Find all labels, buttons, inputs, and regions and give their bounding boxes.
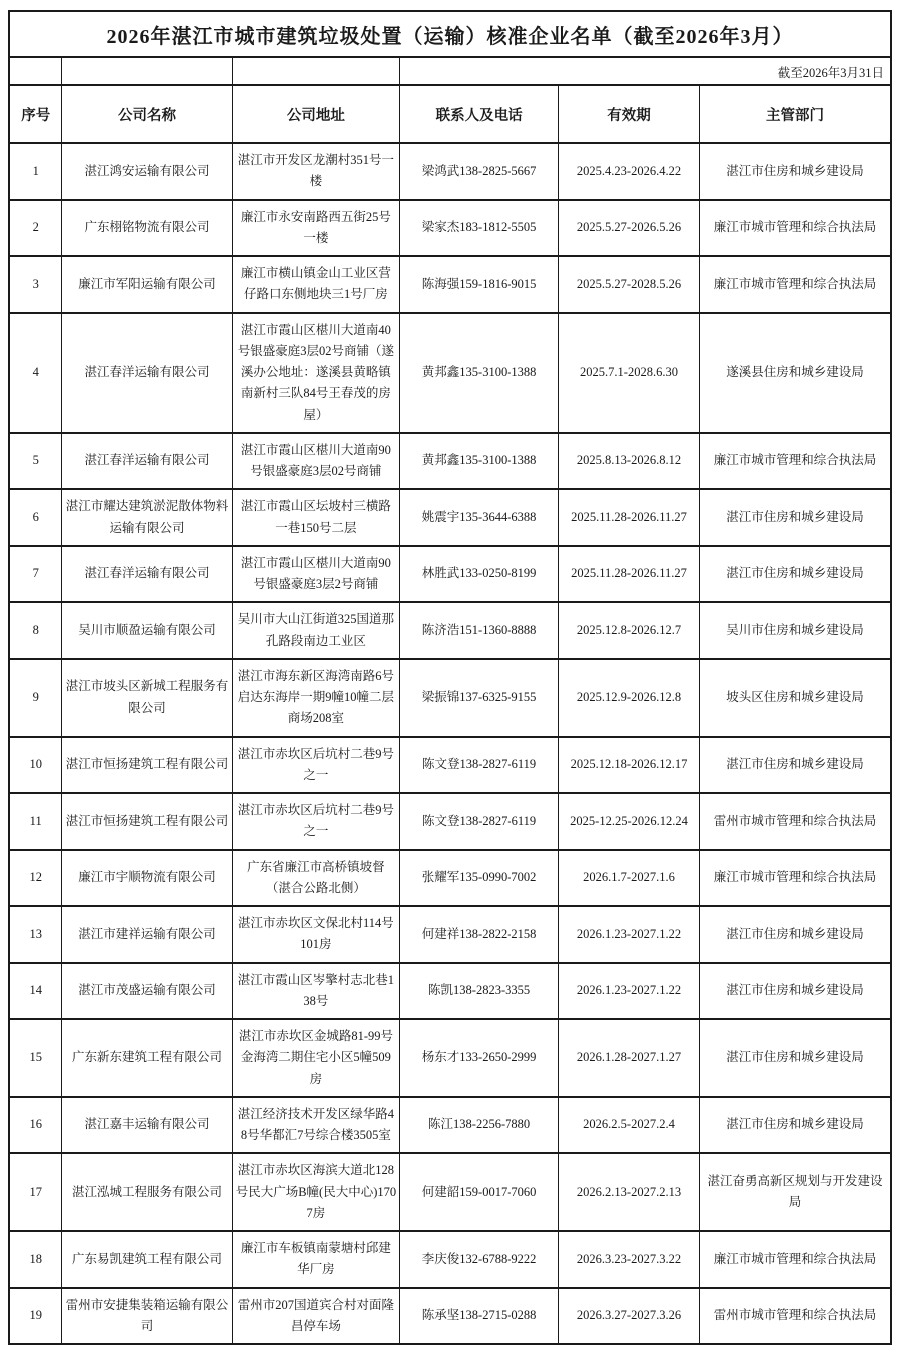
- cell-no: 13: [9, 906, 62, 963]
- cell-validity: 2025.12.18-2026.12.17: [558, 737, 699, 794]
- cell-contact-phone: 陈文登138-2827-6119: [400, 793, 559, 850]
- cell-company-address: 湛江市海东新区海湾南路6号启达东海岸一期9幢10幢二层商场208室: [232, 659, 400, 737]
- cell-no: 4: [9, 313, 62, 433]
- cell-company-address: 湛江市赤坎区后坑村二巷9号之一: [232, 737, 400, 794]
- cell-contact-phone: 张耀军135-0990-7002: [400, 850, 559, 907]
- cell-company-address: 湛江市赤坎区后坑村二巷9号之一: [232, 793, 400, 850]
- table-row: [9, 1288, 891, 1345]
- cell-department: 廉江市城市管理和综合执法局: [700, 1231, 891, 1288]
- cell-department: 坡头区住房和城乡建设局: [700, 659, 891, 737]
- cell-company-name: 湛江嘉丰运输有限公司: [62, 1097, 232, 1154]
- cell-no: 17: [9, 1153, 62, 1231]
- column-header-company: 公司名称: [62, 85, 232, 143]
- table-header-row: [9, 85, 891, 143]
- cell-contact-phone: 陈济浩151-1360-8888: [400, 602, 559, 659]
- cell-validity: 2026.1.23-2027.1.22: [558, 963, 699, 1020]
- table-row: [9, 256, 891, 313]
- table-row: [9, 850, 891, 907]
- cell-company-name: 湛江市茂盛运输有限公司: [62, 963, 232, 1020]
- table-row: [9, 200, 891, 257]
- cell-company-address: 湛江市霞山区椹川大道南40号银盛豪庭3层02号商铺（遂溪办公地址：遂溪县黄略镇南新村三队84号王春茂的房屋）: [232, 313, 400, 433]
- table-row: [9, 906, 891, 963]
- cell-no: 1: [9, 143, 62, 200]
- cell-company-address: 廉江市永安南路西五街25号一楼: [232, 200, 400, 257]
- cell-validity: 2026.2.13-2027.2.13: [558, 1153, 699, 1231]
- cell-department: 廉江市城市管理和综合执法局: [700, 256, 891, 313]
- column-header-department: 主管部门: [700, 85, 891, 143]
- table-row: [9, 489, 891, 546]
- cell-company-name: 广东栩铭物流有限公司: [62, 200, 232, 257]
- cell-no: 5: [9, 433, 62, 490]
- table-row: [9, 546, 891, 603]
- cell-department: 湛江市住房和城乡建设局: [700, 906, 891, 963]
- cell-department: 湛江市住房和城乡建设局: [700, 737, 891, 794]
- empty-cell: [62, 57, 232, 85]
- table-row: [9, 737, 891, 794]
- cell-department: 廉江市城市管理和综合执法局: [700, 850, 891, 907]
- cell-company-address: 廉江市车板镇南蒙塘村邱建华厂房: [232, 1231, 400, 1288]
- cell-no: 14: [9, 963, 62, 1020]
- column-header-contact: 联系人及电话: [400, 85, 559, 143]
- cell-company-name: 廉江市宇顺物流有限公司: [62, 850, 232, 907]
- cell-validity: 2026.1.23-2027.1.22: [558, 906, 699, 963]
- cell-department: 湛江奋勇高新区规划与开发建设局: [700, 1153, 891, 1231]
- cell-no: 19: [9, 1288, 62, 1345]
- cell-contact-phone: 黄邦鑫135-3100-1388: [400, 313, 559, 433]
- cell-department: 雷州市城市管理和综合执法局: [700, 1288, 891, 1345]
- cell-contact-phone: 陈海强159-1816-9015: [400, 256, 559, 313]
- cell-validity: 2026.2.5-2027.2.4: [558, 1097, 699, 1154]
- cell-company-name: 湛江春洋运输有限公司: [62, 313, 232, 433]
- cell-no: 3: [9, 256, 62, 313]
- cell-company-name: 吴川市顺盈运输有限公司: [62, 602, 232, 659]
- cell-company-address: 湛江市霞山区椹川大道南90号银盛豪庭3层02号商铺: [232, 433, 400, 490]
- cell-department: 湛江市住房和城乡建设局: [700, 489, 891, 546]
- cell-department: 遂溪县住房和城乡建设局: [700, 313, 891, 433]
- title-row: [9, 11, 891, 57]
- cell-no: 18: [9, 1231, 62, 1288]
- cell-no: 6: [9, 489, 62, 546]
- cell-company-name: 雷州市安捷集装箱运输有限公司: [62, 1288, 232, 1345]
- cell-company-name: 湛江市恒扬建筑工程有限公司: [62, 737, 232, 794]
- cell-validity: 2025.12.8-2026.12.7: [558, 602, 699, 659]
- cell-contact-phone: 何建韶159-0017-7060: [400, 1153, 559, 1231]
- cell-validity: 2026.1.28-2027.1.27: [558, 1019, 699, 1097]
- cell-department: 湛江市住房和城乡建设局: [700, 1019, 891, 1097]
- cell-validity: 2025.12.9-2026.12.8: [558, 659, 699, 737]
- cell-company-address: 雷州市207国道宾合村对面隆昌停车场: [232, 1288, 400, 1345]
- cell-company-address: 湛江市霞山区椹川大道南90号银盛豪庭3层2号商铺: [232, 546, 400, 603]
- cell-contact-phone: 姚震宇135-3644-6388: [400, 489, 559, 546]
- as-of-date-row: [9, 57, 891, 85]
- cell-company-name: 广东易凯建筑工程有限公司: [62, 1231, 232, 1288]
- cell-department: 廉江市城市管理和综合执法局: [700, 433, 891, 490]
- cell-no: 7: [9, 546, 62, 603]
- cell-contact-phone: 陈承坚138-2715-0288: [400, 1288, 559, 1345]
- cell-company-address: 湛江市赤坎区金城路81-99号金海湾二期住宅小区5幢509房: [232, 1019, 400, 1097]
- cell-department: 湛江市住房和城乡建设局: [700, 143, 891, 200]
- cell-company-address: 广东省廉江市高桥镇坡督（湛合公路北侧）: [232, 850, 400, 907]
- cell-no: 12: [9, 850, 62, 907]
- cell-contact-phone: 林胜武133-0250-8199: [400, 546, 559, 603]
- cell-no: 15: [9, 1019, 62, 1097]
- cell-company-name: 廉江市军阳运输有限公司: [62, 256, 232, 313]
- cell-company-address: 湛江市霞山区坛坡村三横路一巷150号二层: [232, 489, 400, 546]
- cell-department: 廉江市城市管理和综合执法局: [700, 200, 891, 257]
- table-row: [9, 433, 891, 490]
- cell-validity: 2025.5.27-2026.5.26: [558, 200, 699, 257]
- table-body: [9, 143, 891, 1344]
- cell-validity: 2026.1.7-2027.1.6: [558, 850, 699, 907]
- table-row: [9, 793, 891, 850]
- cell-company-address: 湛江市霞山区岑擎村志北巷138号: [232, 963, 400, 1020]
- cell-department: 吴川市住房和城乡建设局: [700, 602, 891, 659]
- as-of-date: 截至2026年3月31日: [400, 57, 891, 85]
- cell-validity: 2025.4.23-2026.4.22: [558, 143, 699, 200]
- column-header-no: 序号: [9, 85, 62, 143]
- cell-department: 雷州市城市管理和综合执法局: [700, 793, 891, 850]
- cell-no: 16: [9, 1097, 62, 1154]
- cell-company-address: 湛江市开发区龙潮村351号一楼: [232, 143, 400, 200]
- table-row: [9, 963, 891, 1020]
- table-row: [9, 313, 891, 433]
- cell-contact-phone: 何建祥138-2822-2158: [400, 906, 559, 963]
- cell-validity: 2025.7.1-2028.6.30: [558, 313, 699, 433]
- cell-no: 2: [9, 200, 62, 257]
- empty-cell: [232, 57, 400, 85]
- approved-companies-table: [8, 10, 892, 1345]
- table-row: [9, 143, 891, 200]
- cell-company-name: 湛江市耀达建筑淤泥散体物料运输有限公司: [62, 489, 232, 546]
- cell-company-address: 廉江市横山镇金山工业区营仔路口东侧地块三1号厂房: [232, 256, 400, 313]
- cell-department: 湛江市住房和城乡建设局: [700, 546, 891, 603]
- table-row: [9, 1097, 891, 1154]
- cell-validity: 2026.3.27-2027.3.26: [558, 1288, 699, 1345]
- cell-contact-phone: 陈凯138-2823-3355: [400, 963, 559, 1020]
- cell-validity: 2025.5.27-2028.5.26: [558, 256, 699, 313]
- cell-company-name: 广东新东建筑工程有限公司: [62, 1019, 232, 1097]
- cell-company-address: 湛江市赤坎区文保北村114号101房: [232, 906, 400, 963]
- cell-contact-phone: 陈文登138-2827-6119: [400, 737, 559, 794]
- empty-cell: [9, 57, 62, 85]
- page-title: 2026年湛江市城市建筑垃圾处置（运输）核准企业名单（截至2026年3月）: [9, 11, 891, 57]
- cell-validity: 2025.11.28-2026.11.27: [558, 546, 699, 603]
- cell-department: 湛江市住房和城乡建设局: [700, 1097, 891, 1154]
- cell-contact-phone: 陈江138-2256-7880: [400, 1097, 559, 1154]
- cell-company-name: 湛江春洋运输有限公司: [62, 433, 232, 490]
- cell-company-name: 湛江泓城工程服务有限公司: [62, 1153, 232, 1231]
- cell-company-name: 湛江春洋运输有限公司: [62, 546, 232, 603]
- table-row: [9, 1231, 891, 1288]
- cell-no: 11: [9, 793, 62, 850]
- cell-department: 湛江市住房和城乡建设局: [700, 963, 891, 1020]
- cell-company-name: 湛江市建祥运输有限公司: [62, 906, 232, 963]
- table-row: [9, 1019, 891, 1097]
- cell-company-address: 湛江经济技术开发区绿华路48号华都汇7号综合楼3505室: [232, 1097, 400, 1154]
- cell-contact-phone: 梁振锦137-6325-9155: [400, 659, 559, 737]
- table-row: [9, 602, 891, 659]
- cell-contact-phone: 李庆俊132-6788-9222: [400, 1231, 559, 1288]
- cell-no: 10: [9, 737, 62, 794]
- table-row: [9, 659, 891, 737]
- cell-contact-phone: 梁家杰183-1812-5505: [400, 200, 559, 257]
- cell-company-address: 吴川市大山江街道325国道那孔路段南边工业区: [232, 602, 400, 659]
- column-header-validity: 有效期: [558, 85, 699, 143]
- cell-company-address: 湛江市赤坎区海滨大道北128号民大广场B幢(民大中心)1707房: [232, 1153, 400, 1231]
- column-header-address: 公司地址: [232, 85, 400, 143]
- cell-contact-phone: 杨东才133-2650-2999: [400, 1019, 559, 1097]
- cell-validity: 2025.11.28-2026.11.27: [558, 489, 699, 546]
- cell-validity: 2026.3.23-2027.3.22: [558, 1231, 699, 1288]
- cell-validity: 2025-12.25-2026.12.24: [558, 793, 699, 850]
- cell-company-name: 湛江市恒扬建筑工程有限公司: [62, 793, 232, 850]
- cell-validity: 2025.8.13-2026.8.12: [558, 433, 699, 490]
- cell-no: 8: [9, 602, 62, 659]
- cell-contact-phone: 黄邦鑫135-3100-1388: [400, 433, 559, 490]
- cell-company-name: 湛江鸿安运输有限公司: [62, 143, 232, 200]
- table-row: [9, 1153, 891, 1231]
- cell-no: 9: [9, 659, 62, 737]
- cell-company-name: 湛江市坡头区新城工程服务有限公司: [62, 659, 232, 737]
- cell-contact-phone: 梁鸿武138-2825-5667: [400, 143, 559, 200]
